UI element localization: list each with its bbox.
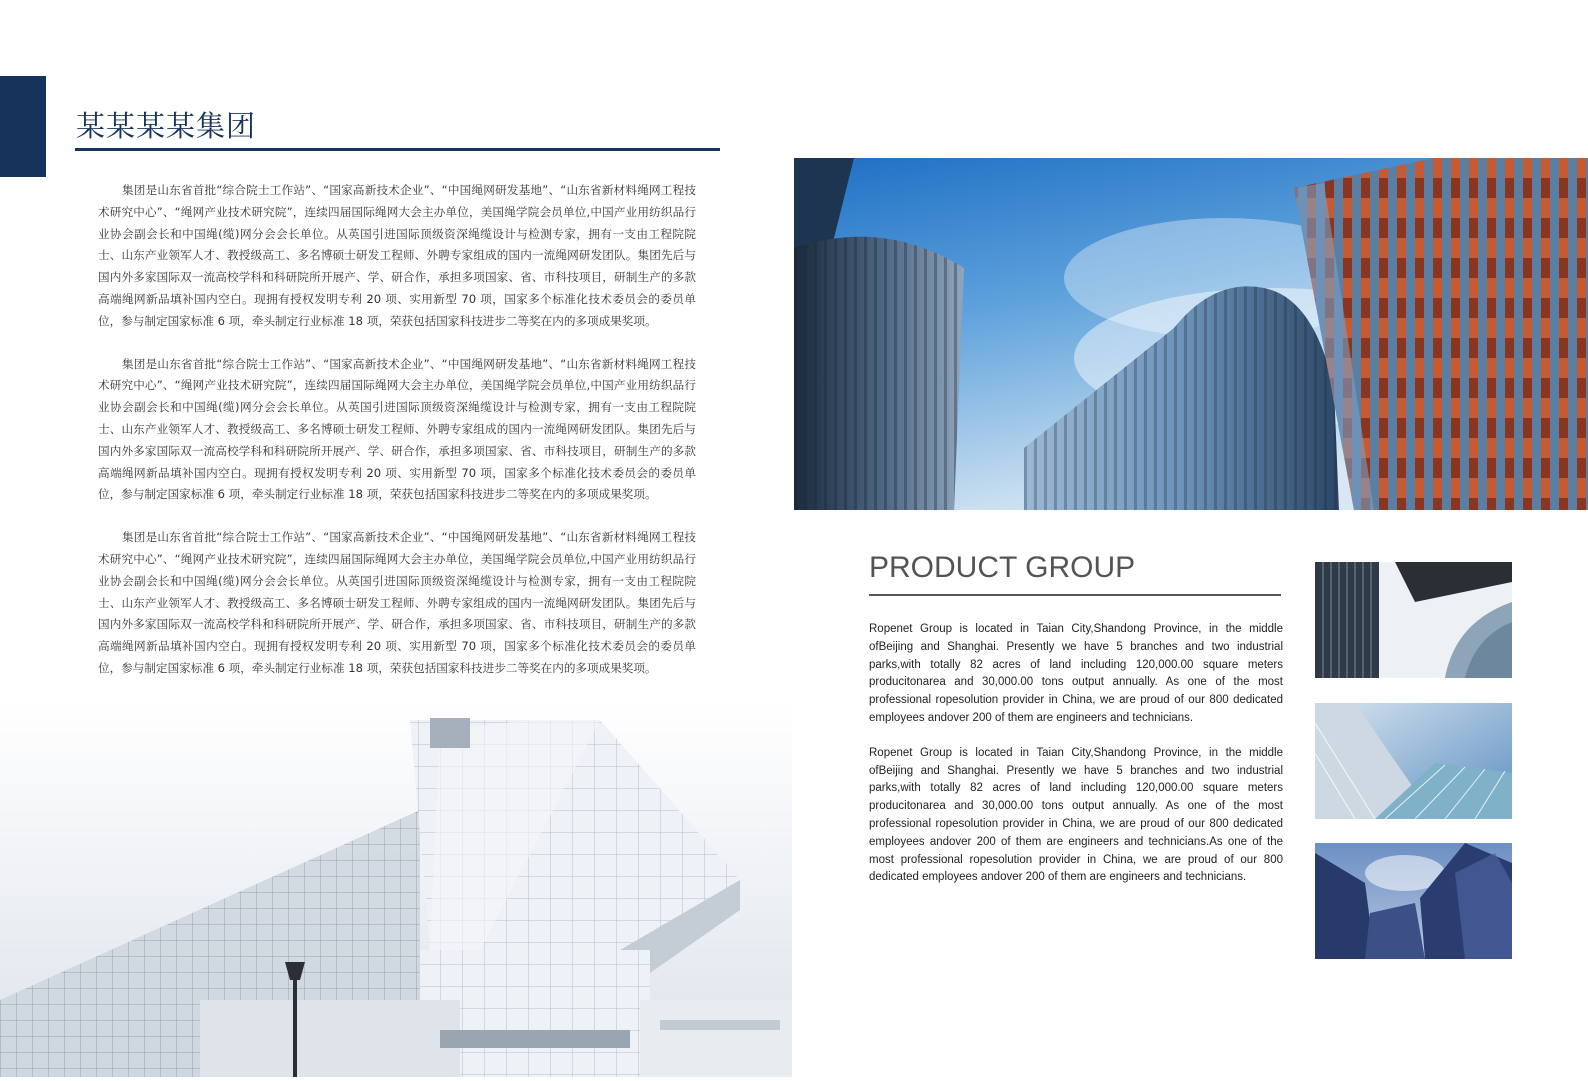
product-group-text [869,621,1283,904]
product-group-title: PRODUCT GROUP [869,551,1136,584]
product-paragraph: Ropenet Group is located in Taian City,Shandong Province, in the middle ofBeijing and Shanghai. Presently we have 5 branches and two industrial parks,with totally 82 acres of land including 120,000.00 square meters producitonarea and 30,000.00 tons output annually. As one of the most professional ropesolution provider in China, we are proud of our 800 dedicated employees andover 200 of them are engineers and technicians.As one of the most professional ropesolution provider in China, we are proud of our 800 dedicated employees andover 200 of them are engineers and technicians. [869,746,1283,884]
skyscraper-hero-photo [794,158,1588,510]
company-title: 某某某某集团 [76,109,257,143]
thumbnail-towers-photo [1315,562,1512,678]
company-intro-text [98,180,696,701]
thumbnail-city-skyline-photo [1315,843,1512,959]
intro-paragraph: 集团是山东省首批“综合院士工作站”、“国家高新技术企业”、“中国绳网研发基地”、“山东省新材料绳网工程技术研究中心”、“绳网产业技术研究院”，连续四届国际绳网大会主办单位，美国绳学院会员单位,中国产业用纺织品行业协会副会长和中国绳(缆)网分会会长单位。从英国引进国际顶级资深绳缆设计与检测专家，拥有一支由工程院院士、山东产业领军人才、教授级高工、多名博硕士研发工程师、外聘专家组成的国内一流绳网研发团队。集团先后与国内外多家国际双一流高校学科和科研院所开展产、学、研合作，承担多项国家、省、市科技项目，研制生产的多款高端绳网新品填补国内空白。现拥有授权发明专利 20 项、实用新型 70 项，国家多个标准化技术委员会的委员单位，参与制定国家标准 6 项，牵头制定行业标准 18 项，荣获包括国家科技进步二等奖在内的多项成果奖项。 [98,356,696,502]
intro-paragraph: 集团是山东省首批“综合院士工作站”、“国家高新技术企业”、“中国绳网研发基地”、“山东省新材料绳网工程技术研究中心”、“绳网产业技术研究院”，连续四届国际绳网大会主办单位，美国绳学院会员单位,中国产业用纺织品行业协会副会长和中国绳(缆)网分会会长单位。从英国引进国际顶级资深绳缆设计与检测专家，拥有一支由工程院院士、山东产业领军人才、教授级高工、多名博硕士研发工程师、外聘专家组成的国内一流绳网研发团队。集团先后与国内外多家国际双一流高校学科和科研院所开展产、学、研合作，承担多项国家、省、市科技项目，研制生产的多款高端绳网新品填补国内空白。现拥有授权发明专利 20 项、实用新型 70 项，国家多个标准化技术委员会的委员单位，参与制定国家标准 6 项，牵头制定行业标准 18 项，荣获包括国家科技进步二等奖在内的多项成果奖项。 [98,183,696,328]
thumbnail-glass-building-photo [1315,703,1512,819]
product-title-underline [869,594,1281,596]
product-paragraph: Ropenet Group is located in Taian City,Shandong Province, in the middle ofBeijing and Shanghai. Presently we have 5 branches and two industrial parks,with totally 82 acres of land including 120,000.00 square meters producitonarea and 30,000.00 tons output annually. As one of the most professional ropesolution provider in China, we are proud of our 800 dedicated employees andover 200 of them are engineers and technicians. [869,623,1283,724]
intro-paragraph: 集团是山东省首批“综合院士工作站”、“国家高新技术企业”、“中国绳网研发基地”、“山东省新材料绳网工程技术研究中心”、“绳网产业技术研究院”，连续四届国际绳网大会主办单位，美国绳学院会员单位,中国产业用纺织品行业协会副会长和中国绳(缆)网分会会长单位。从英国引进国际顶级资深绳缆设计与检测专家，拥有一支由工程院院士、山东产业领军人才、教授级高工、多名博硕士研发工程师、外聘专家组成的国内一流绳网研发团队。集团先后与国内外多家国际双一流高校学科和科研院所开展产、学、研合作，承担多项国家、省、市科技项目，研制生产的多款高端绳网新品填补国内空白。现拥有授权发明专利 20 项、实用新型 70 项，国家多个标准化技术委员会的委员单位，参与制定国家标准 6 项，牵头制定行业标准 18 项，荣获包括国家科技进步二等奖在内的多项成果奖项。 [98,530,696,675]
navy-accent-block [0,76,46,177]
building-illustration [0,700,792,1077]
title-underline [75,148,720,151]
